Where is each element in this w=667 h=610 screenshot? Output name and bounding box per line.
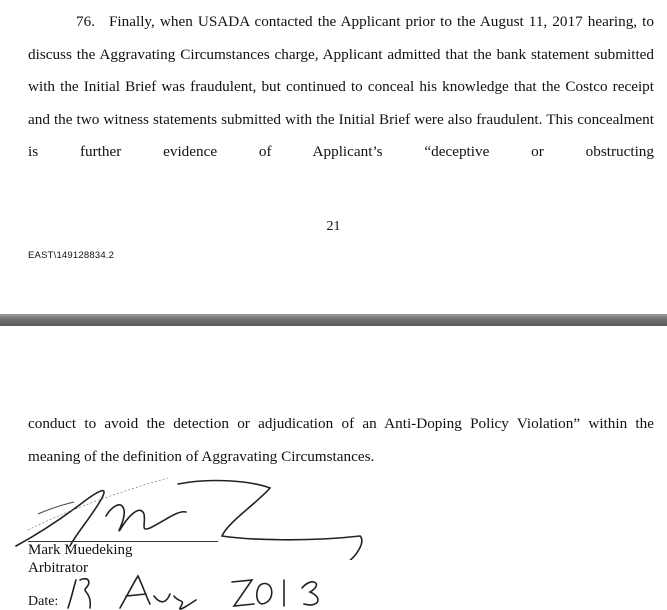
paragraph-continued-last-line: meaning of the definition of Aggravating Circumstances. <box>28 447 375 465</box>
signer-block <box>28 541 133 577</box>
date-row <box>28 584 348 608</box>
handwritten-date <box>62 574 342 610</box>
paragraph-76 <box>28 6 654 169</box>
paragraph-76-continued <box>28 408 654 473</box>
page-divider <box>0 314 667 326</box>
paragraph-76-text: Finally, when USADA contacted the Applicant prior to the August 11, 2017 hearing, to discuss the Aggravating Circumstances charge, Applicant admitted that the bank statement submitted with the Initial Brief was fraudulent, but continued to conceal his knowledge that the Costco receipt and the two witness statements submitted with the Initial Brief were also fraudulent. This concealment is further evidence of Applicant’s “deceptive or obstructing <box>28 13 654 160</box>
signer-name: Mark Muedeking <box>28 542 133 558</box>
signer-title: Arbitrator <box>28 560 88 576</box>
paragraph-continued-line: conduct to avoid the detection or adjudication of an Anti-Doping Policy Violation” within the <box>28 415 654 432</box>
document-id: EAST\149128834.2 <box>28 250 115 261</box>
date-label: Date: <box>28 594 59 609</box>
page-number: 21 <box>326 219 341 234</box>
paragraph-number: 76. <box>76 13 95 30</box>
